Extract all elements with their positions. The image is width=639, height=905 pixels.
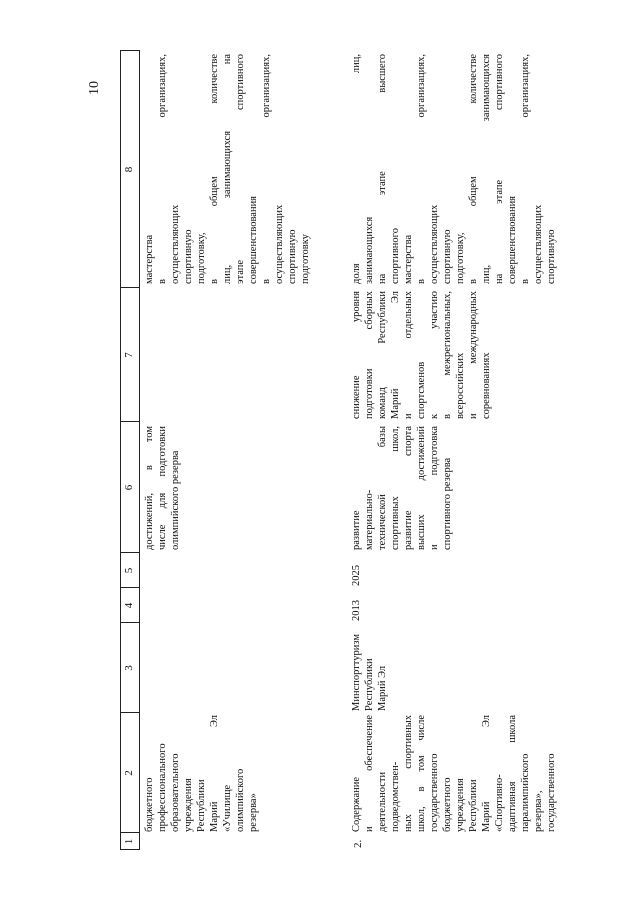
cell-line: технической базы: [376, 425, 388, 550]
cell-line: учреждения: [454, 777, 466, 832]
cell-line: Республики: [195, 778, 207, 832]
row2-col5: 2025: [350, 564, 362, 586]
cell-line: соревнованиях: [480, 352, 492, 419]
cell-line: осуществляющих: [532, 204, 544, 284]
cell-line: деятельности: [376, 771, 388, 832]
cell-line: подготовку: [299, 233, 311, 284]
row2-col6: [350, 426, 454, 550]
cell-line: команд Республики: [376, 290, 388, 419]
row1-col8: [143, 54, 312, 284]
cell-line: подготовки сборных: [363, 290, 375, 419]
rotated-table: [120, 50, 639, 850]
cell-line: Марий Эл: [480, 714, 492, 832]
cell-line: осуществляющих: [169, 204, 181, 284]
cell-line: в организациях,: [260, 53, 272, 284]
cell-line: учреждения: [182, 777, 194, 832]
cell-line: подведомствен-: [389, 761, 401, 832]
cell-line: олимпийского резерва: [169, 450, 181, 550]
row2-col2: [350, 715, 558, 832]
header-bottom-border: [139, 50, 140, 850]
cell-line: государственного: [545, 752, 557, 832]
cell-line: олимпийского: [234, 768, 246, 832]
cell-line: мастерства: [402, 234, 414, 284]
col-number-4: 4: [122, 602, 135, 608]
cell-line: к участию: [428, 290, 440, 419]
cell-line: в общем количестве: [467, 53, 479, 284]
cell-line: ных спортивных: [402, 714, 414, 832]
cell-line: развитие спорта: [402, 425, 414, 550]
cell-line: осуществляющих: [273, 204, 285, 284]
cell-line: бюджетного: [143, 776, 155, 832]
cell-line: спортивную: [441, 228, 453, 284]
col-number-8: 8: [122, 166, 135, 172]
cell-line: спортивного резерва: [441, 457, 453, 550]
cell-line: на этапе высшего: [376, 53, 388, 284]
cell-line: Марий Эл: [389, 290, 401, 419]
col-number-7: 7: [122, 351, 135, 358]
cell-line: этапе спортивного: [234, 53, 246, 284]
cell-line: образовательного: [169, 753, 181, 832]
cell-line: числе для подготовки: [156, 425, 168, 550]
cell-line: высших достижений: [415, 425, 427, 550]
cell-line: мастерства: [143, 234, 155, 284]
row1-col2: [143, 715, 260, 832]
cell-line: резерва»: [247, 792, 259, 832]
row2-number: 2.: [351, 839, 364, 848]
cell-line: в общем количестве: [208, 53, 220, 284]
cell-line: развитие: [350, 509, 362, 550]
cell-line: и обеспечение: [363, 714, 375, 832]
cell-line: спортсменов: [415, 361, 427, 419]
cell-line: Марий Эл: [376, 665, 388, 711]
cell-line: Содержание: [350, 776, 362, 832]
cell-line: «Спортивно-: [493, 773, 505, 832]
col-number-3: 3: [122, 664, 135, 671]
cell-line: Республики: [363, 657, 375, 711]
cell-line: на этапе спортивного: [493, 53, 505, 284]
col-number-5: 5: [122, 567, 135, 573]
cell-line: в межрегиональных,: [441, 290, 453, 419]
cell-line: Минспорттуризм: [350, 633, 362, 711]
col-number-2: 2: [122, 769, 135, 776]
cell-line: достижений, в том: [143, 425, 155, 550]
cell-line: и международных: [467, 290, 479, 419]
cell-line: спортивного: [389, 227, 401, 284]
cell-line: и подготовка: [428, 425, 440, 550]
cell-line: доля лиц,: [350, 53, 362, 284]
cell-line: Марий Эл: [208, 714, 220, 832]
cell-line: профессионального: [156, 742, 168, 832]
row2-col3: [350, 625, 389, 711]
cell-line: бюджетного: [441, 776, 453, 832]
cell-line: школ, в том числе: [415, 714, 427, 832]
cell-line: спортивных школ,: [389, 425, 401, 550]
cell-line: Республики: [467, 778, 479, 832]
cell-line: подготовку,: [454, 231, 466, 284]
cell-line: осуществляющих: [428, 204, 440, 284]
cell-line: в организациях,: [415, 53, 427, 284]
cell-line: лиц, занимающихся: [480, 53, 492, 284]
cell-line: в организациях,: [519, 53, 531, 284]
cell-line: резерва»,: [532, 790, 544, 832]
row1-col6: [143, 426, 182, 550]
page-number: 10: [87, 81, 102, 95]
cell-line: адаптивная школа: [506, 714, 518, 832]
row2-col7: [350, 291, 493, 419]
cell-line: и отдельных: [402, 290, 414, 419]
cell-line: занимающихся: [363, 216, 375, 284]
col-number-6: 6: [122, 484, 135, 490]
row2-col4: 2013: [350, 599, 362, 621]
cell-line: всероссийских: [454, 352, 466, 419]
col-number-1: 1: [122, 838, 135, 844]
cell-line: совершенствования: [506, 195, 518, 284]
cell-line: спортивную: [545, 228, 557, 284]
cell-line: в организациях,: [156, 53, 168, 284]
cell-line: снижение уровня: [350, 290, 362, 419]
cell-line: лиц, занимающихся на: [221, 53, 233, 284]
cell-line: совершенствования: [247, 195, 259, 284]
cell-line: «Училище: [221, 784, 233, 832]
cell-line: подготовку,: [195, 231, 207, 284]
cell-line: материально-: [363, 489, 375, 550]
cell-line: спортивную: [182, 228, 194, 284]
cell-line: государственного: [428, 752, 440, 832]
row2-col8: [350, 54, 558, 284]
cell-line: паралимпийского: [519, 753, 531, 832]
cell-line: спортивную: [286, 228, 298, 284]
